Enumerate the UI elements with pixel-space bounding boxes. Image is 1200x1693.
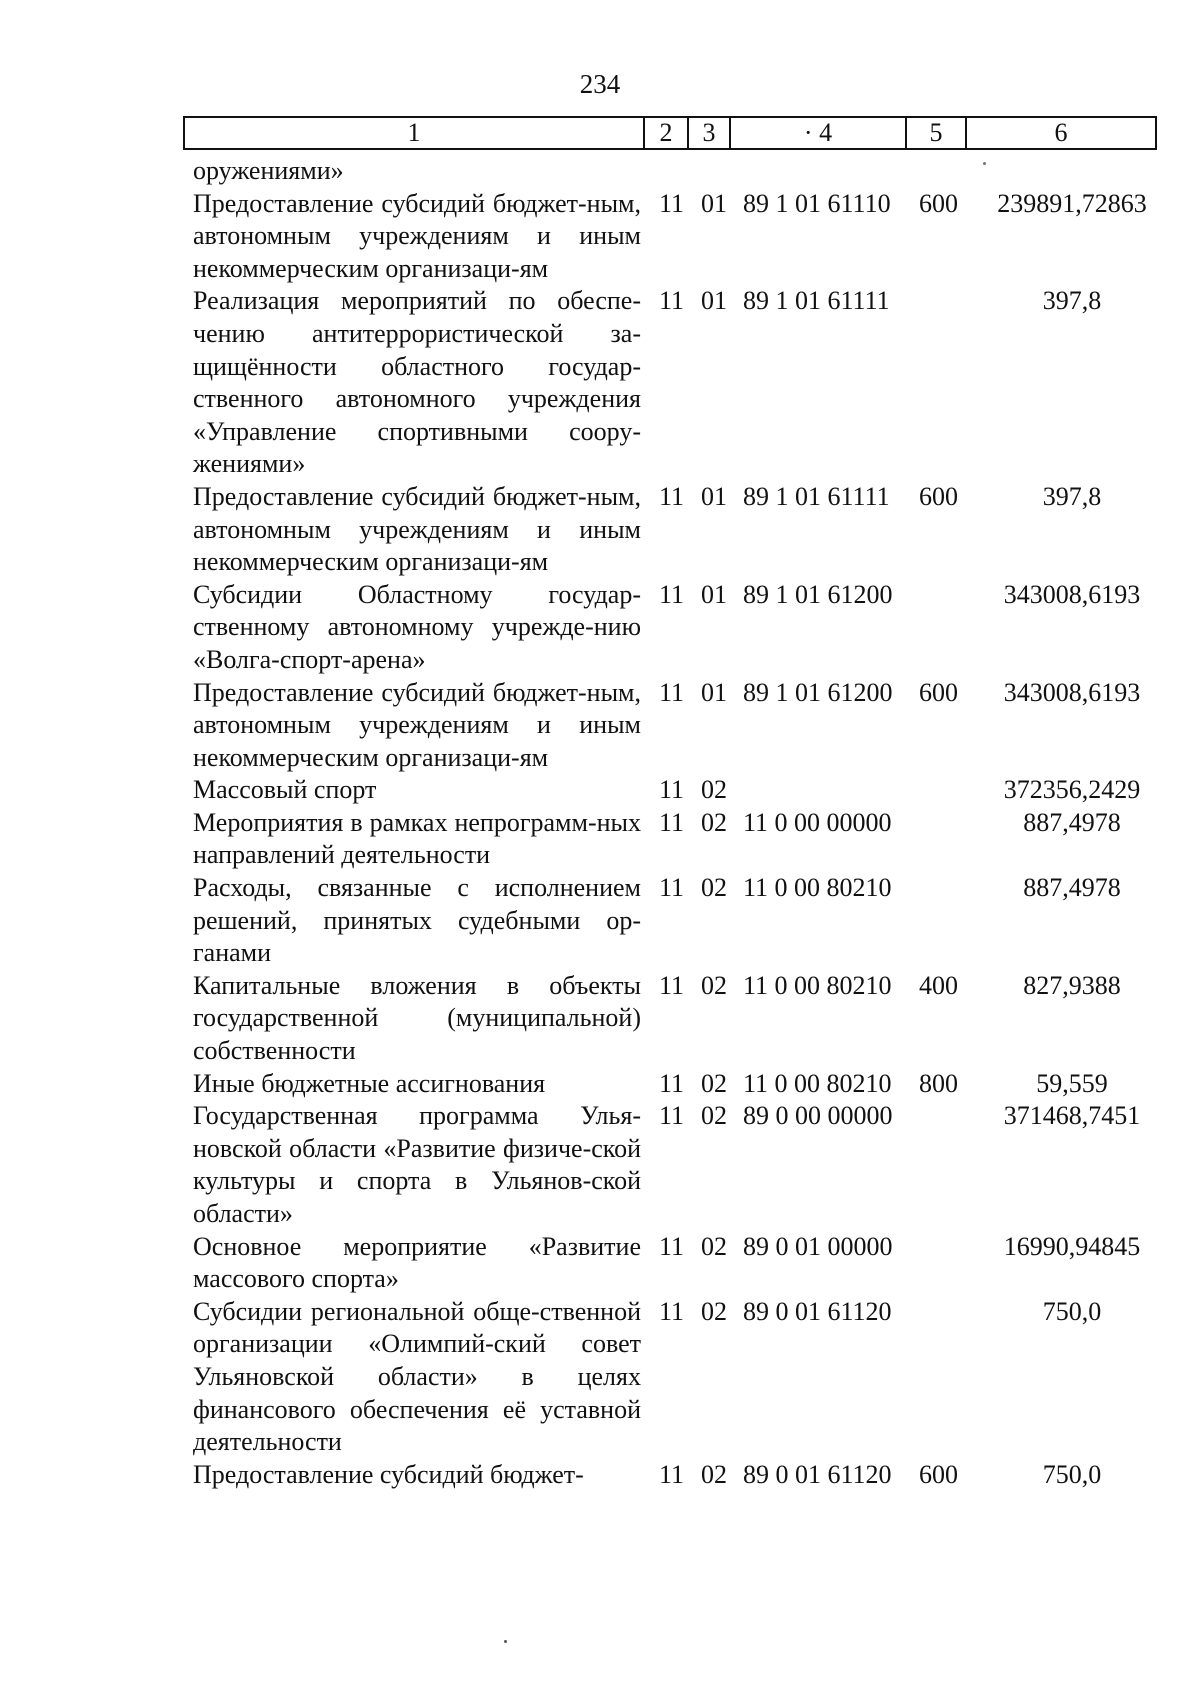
row-subsection: 01 (701, 481, 727, 511)
row-expense-type (919, 285, 979, 481)
row-section: 11 (659, 1101, 685, 1131)
row-section: 11 (659, 1459, 685, 1489)
row-section: 11 (659, 286, 685, 316)
row-expense-type (919, 155, 979, 188)
row-amount: 371468,7451 (1003, 1101, 1141, 1131)
row-name: Капитальные вложения в объекты государственной (муниципальной) собственности (193, 970, 641, 1066)
row-amount: 887,4978 (1023, 807, 1121, 837)
row-name: Предоставление субсидий бюджет-ным, автономным учреждениям и иным некоммерческим организаци-ям (193, 481, 641, 577)
page-number: 234 (579, 69, 621, 99)
row-expense-type (919, 807, 979, 872)
row-section: 11 (659, 775, 685, 805)
row-subsection: 02 (701, 1296, 727, 1326)
row-expense-type (919, 579, 979, 677)
row-amount: 397,8 (1042, 286, 1102, 316)
table-row (193, 1068, 1165, 1101)
row-expense-type: 400 (919, 970, 958, 1000)
table-row (193, 970, 1165, 1068)
column-header-4: · 4 (730, 117, 906, 149)
row-subsection: 01 (701, 677, 727, 707)
row-subsection: 01 (701, 188, 727, 218)
table-row (193, 807, 1165, 872)
row-amount: 239891,72863 (997, 188, 1147, 218)
row-section: 11 (659, 677, 685, 707)
row-amount: 59,559 (1036, 1068, 1108, 1098)
row-name: Субсидии региональной обще-ственной организации «Олимпий-ский совет Ульяновской области» в целях финансового обеспечения её уставной деятельности (193, 1296, 641, 1457)
row-amount: 343008,6193 (1003, 579, 1141, 609)
row-subsection: 02 (701, 1068, 727, 1098)
budget-table (193, 155, 1165, 1491)
table-row (193, 1459, 1165, 1492)
row-name: Расходы, связанные с исполнением решений, принятых судебными ор-ганами (193, 873, 641, 968)
row-amount: 343008,6193 (1003, 677, 1141, 707)
table-row (193, 872, 1165, 970)
column-header-1: 1 (184, 117, 644, 149)
table-row (193, 1231, 1165, 1296)
table-row (193, 155, 1165, 188)
row-amount: 750,0 (1042, 1296, 1102, 1326)
row-target-article: 89 1 01 61200 (743, 579, 893, 609)
row-name: Предоставление субсидий бюджет- (193, 1459, 584, 1489)
column-header-2: 2 (644, 117, 688, 149)
row-subsection: 01 (701, 579, 727, 609)
row-name: Реализация мероприятий по обеспе-чению антитеррористической за-щищённости областного государ-ственного автономного учреждения «Управление спортивными соору-жениями» (193, 286, 641, 479)
scan-speck (504, 1640, 507, 1643)
row-section: 11 (659, 188, 685, 218)
row-section: 11 (659, 807, 685, 837)
column-header-6: 6 (966, 117, 1156, 149)
table-row (193, 677, 1165, 775)
row-expense-type (919, 872, 979, 970)
row-target-article (743, 774, 919, 807)
row-expense-type: 800 (919, 1068, 958, 1098)
row-name: Субсидии Областному государ-ственному автономному учрежде-нию «Волга-спорт-арена» (193, 579, 641, 674)
table-row (193, 774, 1165, 807)
row-expense-type (919, 774, 979, 807)
column-header-row (183, 116, 1157, 150)
row-amount: 372356,2429 (1003, 775, 1141, 805)
table-row (193, 481, 1165, 579)
row-target-article: 89 0 00 00000 (743, 1101, 893, 1131)
row-subsection: 02 (701, 1459, 727, 1489)
row-subsection: 02 (701, 775, 727, 805)
row-amount: 827,9388 (1023, 970, 1121, 1000)
row-expense-type: 600 (919, 188, 958, 218)
row-expense-type: 600 (919, 677, 958, 707)
row-section (651, 155, 701, 188)
column-header-5: 5 (906, 117, 966, 149)
table-row (193, 579, 1165, 677)
row-section: 11 (659, 970, 685, 1000)
row-name: Государственная программа Улья-новской области «Развитие физиче-ской культуры и спорта в Ульянов-ской области» (193, 1101, 641, 1228)
row-subsection (701, 155, 743, 188)
row-target-article: 11 0 00 00000 (743, 807, 892, 837)
row-name: Массовый спорт (193, 775, 377, 805)
row-section: 11 (659, 481, 685, 511)
row-target-article: 89 0 01 61120 (743, 1296, 892, 1326)
row-subsection: 02 (701, 807, 727, 837)
table-row (193, 285, 1165, 481)
row-subsection: 01 (701, 286, 727, 316)
row-subsection: 02 (701, 873, 727, 903)
row-expense-type: 600 (919, 481, 958, 511)
row-name: Иные бюджетные ассигнования (193, 1068, 546, 1098)
row-subsection: 02 (701, 1101, 727, 1131)
row-target-article (743, 155, 919, 188)
row-target-article: 89 0 01 00000 (743, 1231, 893, 1261)
row-amount: 397,8 (1042, 481, 1102, 511)
row-amount: 16990,94845 (1003, 1231, 1141, 1261)
row-name: оружениями» (193, 156, 344, 185)
row-target-article: 89 0 01 61120 (743, 1459, 892, 1489)
column-header-3: 3 (688, 117, 730, 149)
row-section: 11 (659, 579, 685, 609)
row-amount: 750,0 (1042, 1459, 1102, 1489)
row-expense-type (919, 1231, 979, 1296)
row-target-article: 89 1 01 61111 (743, 481, 890, 511)
row-target-article: 11 0 00 80210 (743, 1068, 892, 1098)
row-target-article: 89 1 01 61200 (743, 677, 893, 707)
row-section: 11 (659, 1231, 685, 1261)
row-amount (979, 155, 1165, 188)
row-target-article: 89 1 01 61110 (743, 188, 891, 218)
row-expense-type (919, 1296, 979, 1459)
table-row (193, 1296, 1165, 1459)
row-target-article: 11 0 00 80210 (743, 970, 892, 1000)
row-name: Мероприятия в рамках непрограмм-ных направлений деятельности (193, 807, 641, 870)
row-section: 11 (659, 873, 685, 903)
row-amount: 887,4978 (1023, 873, 1121, 903)
row-name: Предоставление субсидий бюджет-ным, автономным учреждениям и иным некоммерческим организаци-ям (193, 677, 641, 772)
table-row (193, 1100, 1165, 1230)
row-name: Основное мероприятие «Развитие массового спорта» (193, 1231, 641, 1294)
row-expense-type (919, 1100, 979, 1230)
row-target-article: 11 0 00 80210 (743, 873, 892, 903)
row-subsection: 02 (701, 1231, 727, 1261)
table-row (193, 188, 1165, 286)
row-subsection: 02 (701, 970, 727, 1000)
row-name: Предоставление субсидий бюджет-ным, автономным учреждениям и иным некоммерческим организаци-ям (193, 188, 641, 283)
row-expense-type: 600 (919, 1459, 958, 1489)
row-section: 11 (659, 1068, 685, 1098)
row-target-article: 89 1 01 61111 (743, 286, 890, 316)
row-section: 11 (659, 1296, 685, 1326)
